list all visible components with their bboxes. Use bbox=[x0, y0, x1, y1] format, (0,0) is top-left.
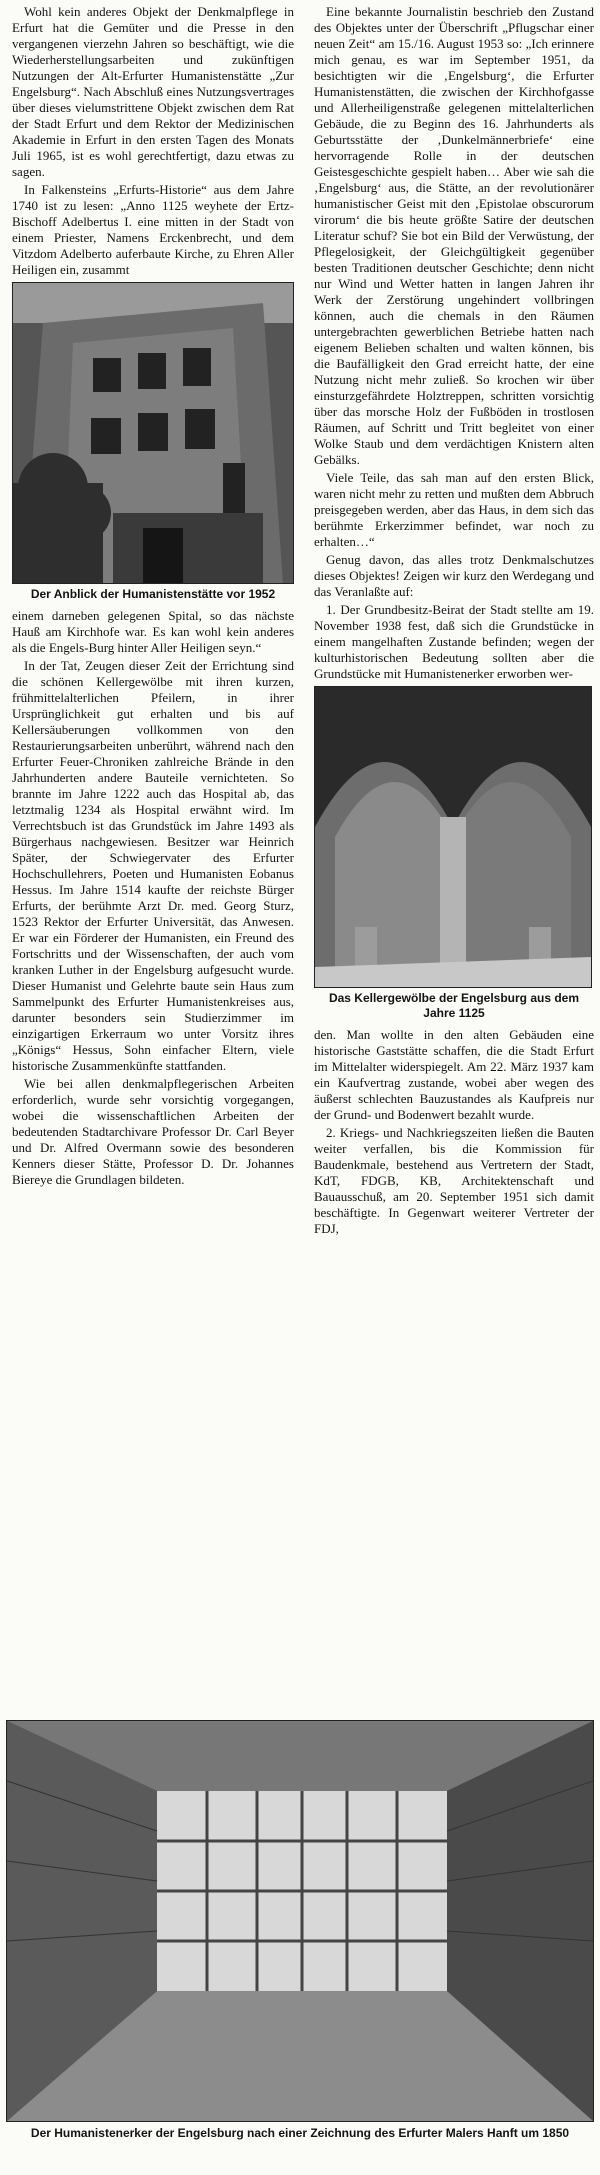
paragraph: Wie bei allen denkmalpflegerischen Arbeiten erforderlich, wurde sehr vorsichtig vorgegangen, wobei die wissenschaftlichen Arbeiten der bedeutenden Stadtarchivare Professor Dr. Carl Beyer und Dr. Alfred Overmann sowie des besonderen Kenners dieser Stätte, Professor D. Dr. Johannes Biereye die Grundlagen bildeten. bbox=[12, 1076, 294, 1187]
article-column-left bbox=[12, 4, 294, 1190]
paragraph: einem darneben gelegenen Spital, so das nächste Hauß am Kirchhofe war. Es kan wohl kein anderes als die Engels-Burg hinter Aller Heiligen seyn.“ bbox=[12, 608, 294, 655]
paragraph: Eine bekannte Journalistin beschrieb den Zustand des Objektes unter der Überschrift „Pflugschar einer neuen Zeit“ am 15./16. August 1953 so: „Ich erinnere mich genau, es war im September 1951, da besichtigten wir die ‚Engelsburg‘, die Erfurter Humanistenstätten, die zwischen der Kirchhofgasse und Allerheiligenstraße gelegenen mittelalterlichen Gebäude, die zu Beginn des 16. Jahrhunderts als Geburtsstätte der ‚Dunkelmännerbriefe‘ eine hervorragende Rolle in der deutschen Geistesgeschichte gespielt haben… Aber wie sah die ‚Engelsburg‘ aus, die Stätte, an der revolutionärer humanistischer Geist mit den ‚Epistolae obscurorum virorum‘ die bis heute größte Satire der deutschen Literatur schuf? Sie bot ein Bild der Verwüstung, der Pflegelosigkeit, der Gleichgültigkeit gegenüber besten Traditionen deutscher Geschichte; denn nicht nur Wind und Wetter hatten in langen Jahren ihr Werk der Zerstörung ungehindert vollbringen können, auch die chemals in den Räumen untergebrachten gewerblichen Betriebe hatten nach eigenem Belieben schalten und walten können, bis die Baufälligkeit den Grad erreicht hatte, der eine Nutzung nicht mehr zuließ. So krochen wir über einsturzgefährdete Holztreppen, schritten vorsichtig über das morsche Holz der Fußböden in trostlosen Räumen, auf Schritt und Tritt begleitet von einer Wolke Staub und dem verdächtigen Knistern alten Gebälks. bbox=[314, 4, 594, 467]
paragraph: Viele Teile, das sah man auf den ersten Blick, waren nicht mehr zu retten und mußten dem Abbruch preisgegeben werden, aber das Haus, in dem sich das berühmte Erkerzimmer befindet, war noch zu erhalten…“ bbox=[314, 470, 594, 549]
paragraph: In der Tat, Zeugen dieser Zeit der Errichtung sind die schönen Kellergewölbe mit ihren kurzen, frühmittelalterlichen Pfeilern, in ihrer Ursprünglichkeit gut erhalten und bis auf Kellersäuberungen vollkommen von den Restaurierungsarbeiten unberührt, während nach den Erfurter Feuer-Chroniken zahlreiche Brände in den Jahrhunderten andere Bauteile vernichteten. So brannte im Jahre 1222 auch das Hospital ab, das letztmalig 1234 als Hospital erwähnt wird. Im Verrechtsbuch ist das Grundstück im Jahre 1493 als Bürgerhaus nachgewiesen. Besitzer war Heinrich Später, der Schwiegervater des Erfurter Hochschullehrers, Poeten und Humanisten Eobanus Hessus. Im Jahre 1514 kaufte der reichste Bürger Erfurts, der berühmte Arzt Dr. med. Georg Sturz, 1523 Rektor der Erfurter Universität, das Anwesen. Er war ein Förderer der Humanisten, ein Freund des Fortschritts und der Wissenschaften, der auch vom kranken Luther in der Engelsburg aufgesucht wurde. Dieser Humanist und Gelehrte baute sein Haus zum Sammelpunkt des Erfurter Humanistenkreises aus, darunter besonders sein Studierzimmer im einzigartigen Erkerraum wo unter Vorsitz ihres „Königs“ Hessus, Sohn einfacher Eltern, viele historische Zusammenkünfte stattfanden. bbox=[12, 658, 294, 1073]
paragraph: den. Man wollte in den alten Gebäuden eine historische Gaststätte schaffen, die die Stadt Erfurt im Mittelalter widerspiegelt. Am 22. März 1937 kam ein Kaufvertrag zustande, wobei aber wegen des äußerst schlechten Bauzustandes als Kaufpreis nur der Grund- und Bodenwert bezahlt wurde. bbox=[314, 1027, 594, 1122]
paragraph: In Falkensteins „Erfurts-Historie“ aus dem Jahre 1740 ist zu lesen: „Anno 1125 weyhete der Ertz-Bischoff Adelbertus I. eine mitten in der Stadt von einem Priester, Namens Erckenbrecht, und dem Vitzdom Adelberto auferbaute Kirche, zu Ehren Aller Heiligen ein, zusammt bbox=[12, 182, 294, 277]
paragraph: Genug davon, das alles trotz Denkmalschutzes dieses Objektes! Zeigen wir kurz den Werdegang und das Veranlaßte auf: bbox=[314, 552, 594, 599]
paragraph: Wohl kein anderes Objekt der Denkmalpflege in Erfurt hat die Gemüter und die Presse in den vergangenen vierzehn Jahren so beschäftigt, wie die Wiederherstellungsarbeiten und zukünftigen Nutzungen der Alt-Erfurter Humanistenstätte „Zur Engelsburg“. Nach Abschluß eines Nutzungsvertrages über dieses vielumstrittene Objekt zwischen dem Rat der Stadt Erfurt und dem Rektor der Medizinischen Akademie in Erfurt in den ersten Tagen des Monats Juli 1965, ist es wohl gerechtfertigt, dazu etwas zu sagen. bbox=[12, 4, 294, 179]
paragraph: 2. Kriegs- und Nachkriegszeiten ließen die Bauten weiter verfallen, bis die Kommission für Baudenkmale, bestehend aus Vertretern der Stadt, KdT, FDGB, KB, Architektenschaft und Bauausschuß, am 20. September 1951 sich damit beschäftigte. In Gegenwart weiterer Vertreter der FDJ, bbox=[314, 1125, 594, 1236]
photo-caption: Der Anblick der Humanistenstätte vor 1952 bbox=[30, 587, 276, 601]
bottom-figure bbox=[6, 1720, 594, 2147]
oriel-room-drawing bbox=[6, 1720, 594, 2122]
building-exterior-photo bbox=[12, 282, 294, 584]
vaulted-cellar-photo bbox=[314, 686, 592, 988]
paragraph: 1. Der Grundbesitz-Beirat der Stadt stellte am 19. November 1938 fest, daß sich die Grundstücke in einem mangelhaften Zustande befinden; wegen der kulturhistorischen Bedeutung sollten aber die Grundstücke mit Humanistenerker erworben wer- bbox=[314, 602, 594, 681]
photo-caption: Das Kellergewölbe der Engelsburg aus dem Jahre 1125 bbox=[328, 991, 580, 1020]
article-column-right bbox=[314, 4, 594, 1239]
drawing-caption: Der Humanistenerker der Engelsburg nach einer Zeichnung des Erfurter Malers Hanft um 1850 bbox=[30, 2126, 570, 2140]
